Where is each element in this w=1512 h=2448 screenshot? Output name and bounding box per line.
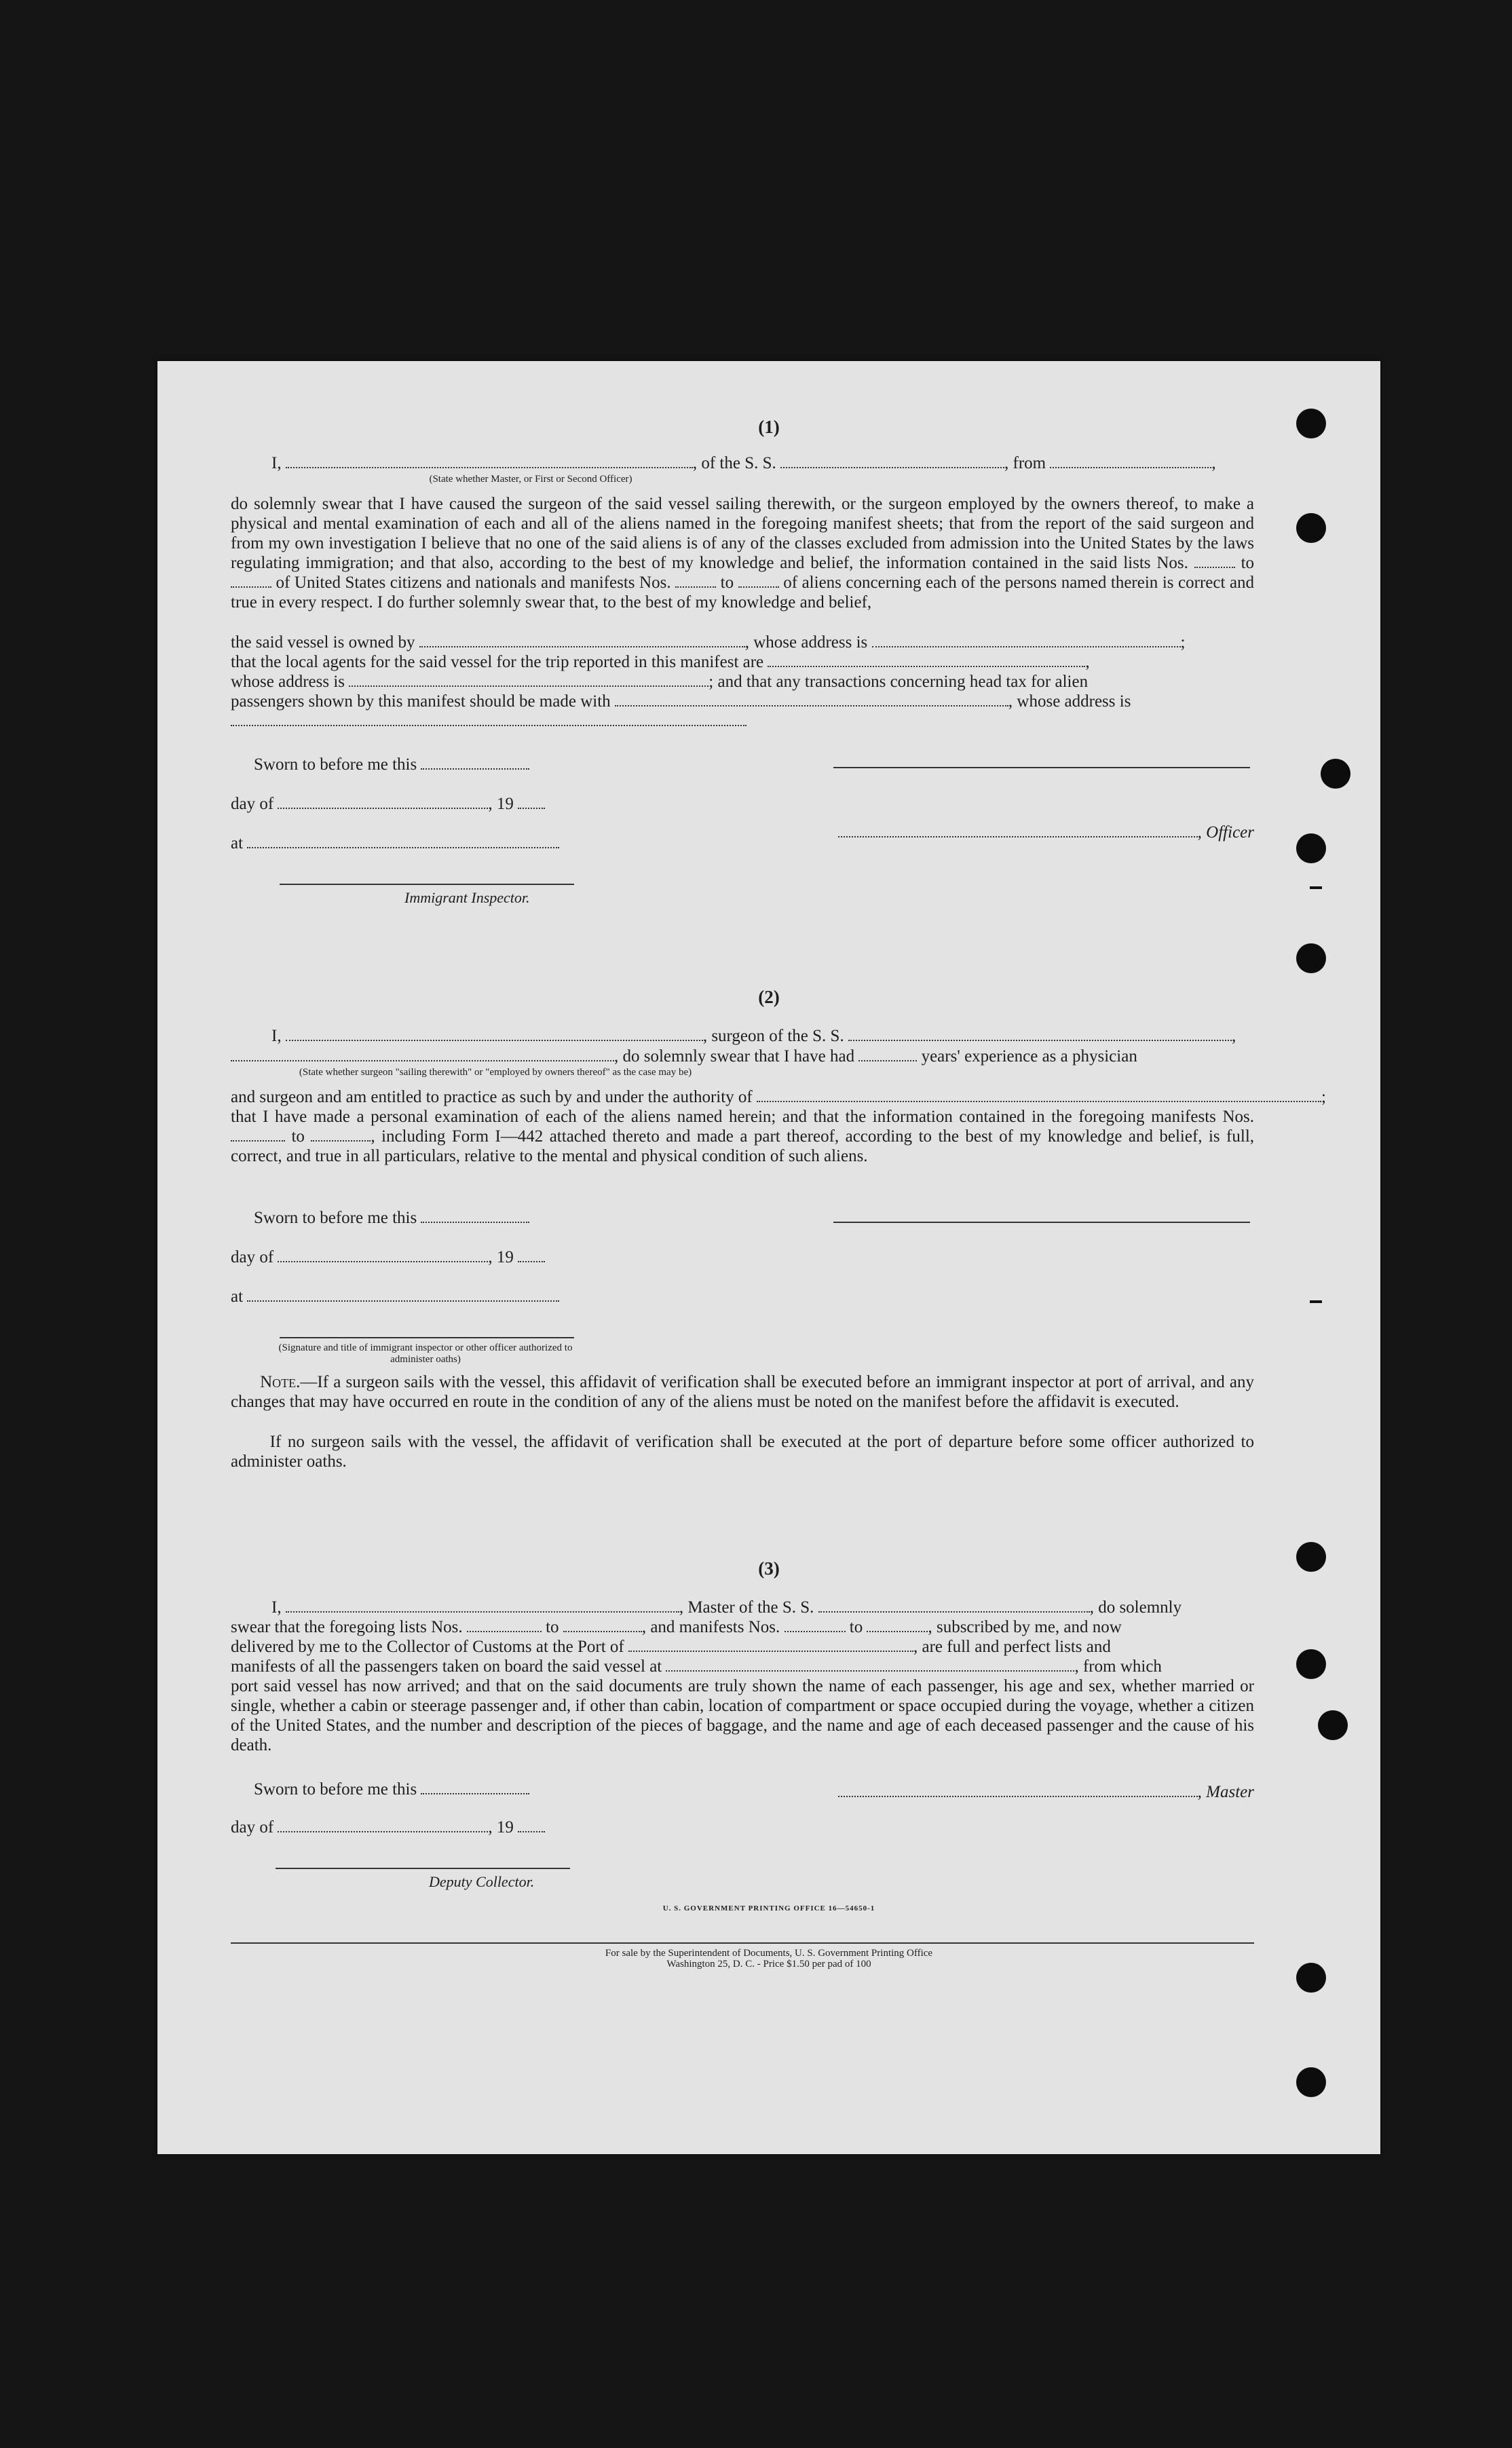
s2-sworn-line (254, 1208, 1277, 1228)
s3-sworn: Sworn to before me this (254, 1780, 417, 1799)
s1-day-field[interactable] (278, 794, 488, 809)
sale-notice-line-2: Washington 25, D. C. - Price $1.50 per pad of 100 (666, 1959, 871, 1970)
s2-line-1 (271, 1026, 1254, 1046)
s3-line-3 (231, 1637, 1254, 1657)
s2-end: , (1231, 1027, 1236, 1045)
punch-hole (1296, 2067, 1326, 2097)
sale-notice-line-1: For sale by the Superintendent of Documents, U. S. Government Printing Office (605, 1948, 933, 1959)
owner-address-field[interactable] (872, 633, 1181, 647)
s2-vessel-field[interactable] (848, 1026, 1232, 1041)
margin-tick (1310, 1300, 1322, 1303)
s3-line-2 (231, 1617, 1254, 1637)
s2-paragraph (231, 1107, 1254, 1166)
s1-sworn-line (254, 755, 1277, 774)
s3-full-lists: , are full and perfect lists and (913, 1638, 1111, 1656)
s2-surgeon-of: , surgeon of the S. S. (702, 1027, 844, 1045)
head-tax-agent-field[interactable] (615, 692, 1008, 707)
s1-comma: , (1085, 653, 1090, 671)
authority-field[interactable] (757, 1087, 1321, 1102)
s1-text-a: do solemnly swear that I have caused the surgeon of the said vessel sailing therewith, or the surgeon employed by the owners thereof, to make a physical and mental examination of each and all of the aliens named in the foregoing manifest sheets; that from the report of the said surgeon and from my own investigation I believe that no one of the said aliens is of any of the classes excluded from admission into the United States by the laws regulating immigration; and that also, according to the best of my knowledge and belief, the information contained in the said lists Nos. (231, 495, 1254, 572)
s2-note (231, 1372, 1254, 1412)
s2-to: to (291, 1127, 305, 1146)
s2-text-a: that I have made a personal examination of each of the aliens named herein; and that the information contained in the foregoing manifests Nos. (231, 1108, 1254, 1126)
alien-manifest-from-field[interactable] (675, 573, 716, 588)
s1-at-field[interactable] (247, 833, 559, 848)
s3-list-to-field[interactable] (563, 1617, 642, 1632)
s1-day-of: day of (231, 795, 274, 813)
s3-manifests: , and manifests Nos. (641, 1618, 780, 1636)
s3-paragraph: port said vessel has now arrived; and that on the said documents are truly shown the name of each passenger, his age and sex, whether married or single, whether a cabin or steerage passenger and, if other than cabin, location of compartment or space occupied during the voyage, whether a citizen of the United States, and the number and description of the pieces of baggage, and the name and age of each deceased passenger and the cause of his death. (231, 1677, 1254, 1754)
s3-collector-signature-line[interactable] (276, 1868, 570, 1869)
s1-from: , from (1004, 454, 1046, 472)
s2-years: years' experience as a physician (921, 1047, 1137, 1066)
s3-list-from-field[interactable] (467, 1617, 542, 1632)
s1-day-line (231, 794, 1254, 814)
years-experience-field[interactable] (858, 1047, 917, 1061)
punch-hole (1321, 759, 1350, 789)
s3-collector-caption: Deputy Collector. (429, 1873, 535, 1890)
s1-agents-line (231, 652, 1254, 672)
s1-text-b2: of aliens concerning each of the persons named therein is correct and true in every respect. I do further solemnly swear that, to the best of my knowledge and belief, (231, 573, 1255, 611)
s3-taken-on-board: manifests of all the passengers taken on board the said vessel at (231, 1657, 662, 1676)
s1-at-line (231, 833, 1254, 853)
s1-i: I, (271, 454, 282, 472)
s3-to-2: to (849, 1618, 863, 1636)
s1-paragraph-a (231, 494, 1254, 612)
master-name-field[interactable] (286, 453, 693, 468)
s3-i: I, (271, 1598, 282, 1617)
s2-year-field[interactable] (518, 1247, 545, 1262)
s3-master-of: , Master of the S. S. (679, 1598, 814, 1617)
s1-address-continuation (231, 711, 1254, 731)
s3-master-label: , Master (1197, 1783, 1254, 1801)
s2-year: , 19 (488, 1248, 514, 1266)
s2-signature-caption: (Signature and title of immigrant inspector or other officer authorized to administer oaths) (278, 1342, 573, 1365)
punch-hole (1296, 513, 1326, 543)
s3-master-signature-field[interactable] (838, 1782, 1198, 1797)
s3-line-1 (271, 1598, 1254, 1617)
surgeon-type-field[interactable] (231, 1047, 614, 1061)
s3-to-1: to (546, 1618, 559, 1636)
s1-whose-address-3: , whose address is (1008, 692, 1131, 711)
s2-sworn: Sworn to before me this (254, 1209, 417, 1227)
s2-sworn-date-field[interactable] (421, 1208, 529, 1223)
s1-officer-signature-line[interactable] (833, 767, 1250, 768)
section-3-number: (3) (758, 1558, 780, 1579)
s1-rank-caption: (State whether Master, or First or Second Officer) (429, 474, 632, 485)
local-agents-field[interactable] (768, 652, 1085, 667)
s2-day-line (231, 1247, 1254, 1267)
alien-manifest-to-field[interactable] (738, 573, 779, 588)
s3-year: , 19 (488, 1818, 514, 1837)
s1-inspector-caption: Immigrant Inspector. (404, 889, 530, 906)
s1-of-ss: , of the S. S. (692, 454, 776, 472)
s2-surgeon-caption: (State whether surgeon "sailing therewith" or "employed by owners thereof" as the case may be) (299, 1067, 692, 1078)
owner-field[interactable] (419, 633, 745, 647)
s3-vessel-field[interactable] (818, 1598, 1090, 1613)
margin-tick (1310, 886, 1322, 889)
punch-hole (1296, 833, 1326, 863)
s3-day-of: day of (231, 1818, 274, 1837)
s1-to-2: to (720, 573, 734, 592)
citizen-list-to-field[interactable] (231, 573, 271, 588)
from-port-field[interactable] (1050, 453, 1211, 468)
s3-swear: , do solemnly (1089, 1598, 1182, 1617)
s3-master-sig-line (833, 1782, 1254, 1802)
s1-sworn-date-field[interactable] (421, 755, 529, 770)
s2-manifest-to-field[interactable] (311, 1127, 371, 1142)
s3-boarding-port-field[interactable] (666, 1657, 1074, 1672)
s2-authority: and surgeon and am entitled to practice as such by and under the authority of (231, 1088, 753, 1106)
s3-day-field[interactable] (278, 1818, 488, 1832)
agents-address-field[interactable] (349, 672, 708, 687)
section-1-number: (1) (758, 417, 780, 437)
s2-day-of: day of (231, 1248, 274, 1266)
s1-text-b1: of United States citizens and nationals and manifests Nos. (276, 573, 671, 592)
s2-swear: , do solemnly swear that I have had (614, 1047, 855, 1066)
s3-manifest-to-field[interactable] (867, 1617, 928, 1632)
s1-local-agents: that the local agents for the said vessel for the trip reported in this manifest are (231, 653, 764, 671)
printing-office-imprint: U. S. GOVERNMENT PRINTING OFFICE 16—54650-1 (662, 1904, 875, 1913)
citizen-list-from-field[interactable] (1194, 553, 1235, 568)
s1-to-1: to (1241, 554, 1255, 572)
s2-note-2-text: If no surgeon sails with the vessel, the affidavit of verification shall be executed at the port of departure before some officer authorized to administer oaths. (231, 1433, 1255, 1471)
s3-day-line (231, 1818, 1254, 1837)
s1-head-tax: ; and that any transactions concerning head tax for alien (708, 673, 1089, 691)
s2-note-2 (231, 1432, 1254, 1471)
s1-semicolon: ; (1180, 633, 1186, 652)
s3-line-4 (231, 1657, 1254, 1676)
surgeon-name-field[interactable] (286, 1026, 703, 1041)
s3-collector-port: delivered by me to the Collector of Customs at the Port of (231, 1638, 624, 1656)
s1-inspector-signature-line[interactable] (280, 884, 574, 885)
s1-year: , 19 (488, 795, 514, 813)
head-tax-address-field[interactable] (231, 711, 746, 726)
punch-hole (1296, 943, 1326, 973)
s2-inspector-signature-line[interactable] (280, 1337, 574, 1338)
s2-day-field[interactable] (278, 1247, 488, 1262)
s2-line-2 (231, 1047, 1254, 1066)
s3-subscribed: , subscribed by me, and now (928, 1618, 1122, 1636)
s2-at: at (231, 1287, 244, 1306)
s1-passengers: passengers shown by this manifest should be made with (231, 692, 611, 711)
s2-semicolon: ; (1321, 1088, 1326, 1106)
manifest-form-page (157, 361, 1380, 2154)
section-2-number: (2) (758, 987, 780, 1007)
s2-surgeon-signature-line[interactable] (833, 1222, 1250, 1223)
s3-port-field[interactable] (628, 1637, 913, 1652)
s3-year-field[interactable] (518, 1818, 545, 1832)
s2-at-line (231, 1287, 1254, 1306)
s1-owned-by: the said vessel is owned by (231, 633, 415, 652)
s3-sworn-date-field[interactable] (421, 1779, 529, 1794)
s3-lists: swear that the foregoing lists Nos. (231, 1618, 463, 1636)
s3-master-name-field[interactable] (286, 1598, 679, 1613)
s2-text-b: , including Form I—442 attached thereto and made a part thereof, according to the best of my knowledge and belief, is full, correct, and true in all particulars, relative to the mental and physical condition of such aliens. (231, 1127, 1255, 1165)
s1-owned-line (231, 633, 1254, 652)
s2-authority-line (231, 1087, 1326, 1107)
s1-whose-address: , whose address is (744, 633, 868, 652)
s1-line-1 (271, 453, 1254, 473)
s1-sworn: Sworn to before me this (254, 755, 417, 774)
s1-end: , (1211, 454, 1216, 472)
s2-note-text: —If a surgeon sails with the vessel, this affidavit of verification shall be executed before an immigrant inspector at port of arrival, and any changes that may have occurred en route in the condition of any of the aliens must be noted on the manifest before the affidavit is executed. (231, 1373, 1255, 1411)
footer-rule (231, 1942, 1254, 1944)
punch-hole (1318, 1710, 1348, 1740)
s3-from-which: , from which (1074, 1657, 1162, 1676)
s1-at: at (231, 834, 244, 852)
s1-agents-address-line (231, 672, 1254, 692)
s2-manifest-from-field[interactable] (231, 1127, 285, 1142)
s1-year-field[interactable] (518, 794, 545, 809)
s3-manifest-from-field[interactable] (785, 1617, 846, 1632)
vessel-name-field[interactable] (780, 453, 1004, 468)
s2-note-label: Note. (260, 1373, 301, 1391)
s2-i: I, (271, 1027, 282, 1045)
s1-whose-address-2: whose address is (231, 673, 345, 691)
s1-passengers-line (231, 692, 1254, 711)
s1-officer-label: , Officer (1197, 823, 1254, 842)
punch-hole (1296, 1649, 1326, 1679)
s2-at-field[interactable] (247, 1287, 559, 1302)
